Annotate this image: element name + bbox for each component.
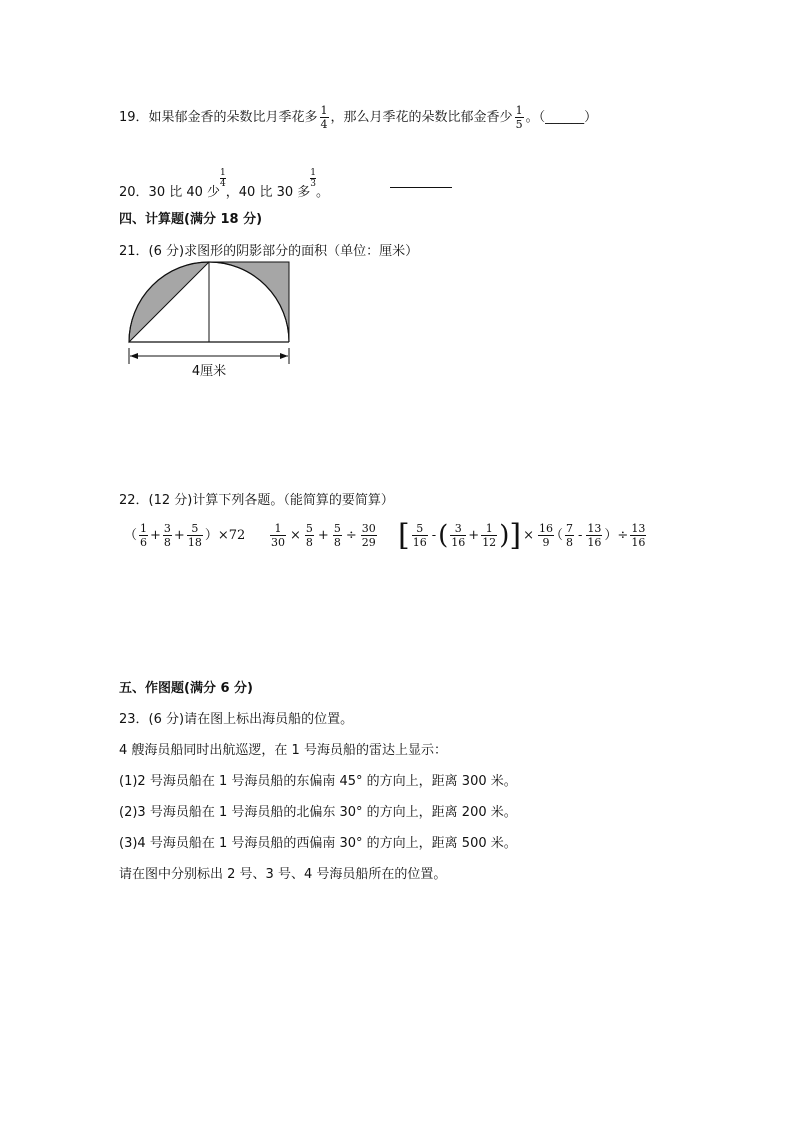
expression-4: （ $\frac{7}{8}$ - $\frac{13}{16}$ ）÷ $\frac{13}{16}$	[550, 522, 646, 549]
dimension-arrow-right	[280, 353, 288, 359]
dimension-arrow-left	[130, 353, 138, 359]
dimension-label: 4厘米	[191, 364, 227, 379]
shaded-region-right	[209, 262, 289, 342]
question-21: 21．(6 分)求图形的阴影部分的面积（单位：厘米）	[119, 244, 419, 259]
q23-item-2: (2)3 号海员船在 1 号海员船的北偏东 30° 的方向上，距离 200 米。	[119, 805, 517, 820]
q23-intro: 4 艘海员船同时出航巡逻，在 1 号海员船的雷达上显示：	[119, 743, 447, 758]
q20-fraction-a: $\frac{1}{4}$	[220, 168, 226, 189]
q19-text-c: 。（	[525, 110, 546, 125]
q20-answer-line[interactable]	[390, 187, 452, 188]
question-19	[119, 104, 597, 131]
q20-text-b: ，40 比 30 多	[225, 185, 311, 200]
q20-text-c: 。	[315, 185, 329, 200]
q19-fraction-b: $\frac{1}{5}$	[515, 104, 523, 131]
expression-2: $\frac{1}{30}$ × $\frac{5}{8}$ + $\frac{5}{8}$ ÷ $\frac{30}{29}$	[271, 522, 376, 549]
q21-figure	[120, 258, 300, 383]
expression-3: [ $\frac{5}{16}$ -( $\frac{3}{16}$ + $\frac{1}{12}$ )] × $\frac{16}{9}$	[398, 518, 553, 553]
question-23: 23．(6 分)请在图上标出海员船的位置。	[119, 712, 354, 727]
expression-1: （ $\frac{1}{6}$ + $\frac{3}{8}$ + $\frac{5}{18}$ ）×72	[124, 522, 246, 549]
question-22: 22．(12 分)计算下列各题。（能简算的要简算）	[119, 493, 394, 508]
shaded-region-left	[129, 262, 209, 342]
q23-closing: 请在图中分别标出 2 号、3 号、4 号海员船所在的位置。	[119, 867, 447, 882]
q20-text-a: 20．30 比 40 少	[119, 185, 221, 200]
section-5-title: 五、作图题(满分 6 分)	[119, 681, 253, 696]
q19-answer-blank[interactable]: ______	[545, 110, 585, 125]
q19-text-d: ）	[584, 110, 598, 125]
q19-text-a: 19．如果郁金香的朵数比月季花多	[119, 110, 318, 125]
q19-text-b: ，那么月季花的朵数比郁金香少	[330, 110, 513, 125]
q23-item-1: (1)2 号海员船在 1 号海员船的东偏南 45° 的方向上，距离 300 米。	[119, 774, 517, 789]
question-20	[119, 168, 329, 200]
q20-fraction-b: $\frac{1}{3}$	[310, 168, 316, 189]
section-4-title: 四、计算题(满分 18 分)	[119, 212, 263, 227]
q19-fraction-a: $\frac{1}{4}$	[320, 104, 328, 131]
q23-item-3: (3)4 号海员船在 1 号海员船的西偏南 30° 的方向上，距离 500 米。	[119, 836, 517, 851]
